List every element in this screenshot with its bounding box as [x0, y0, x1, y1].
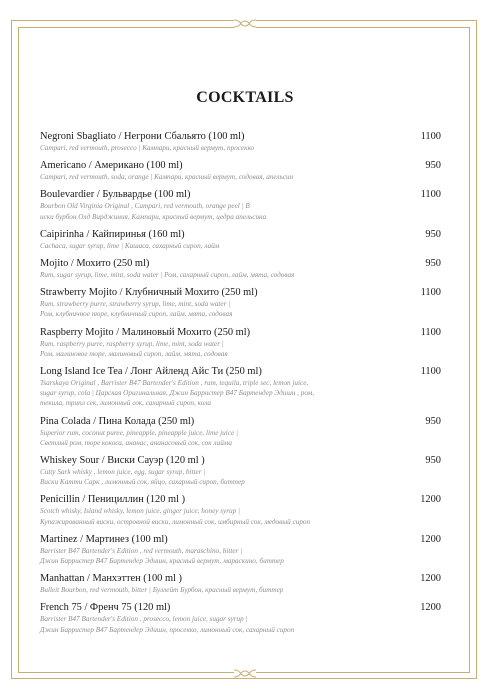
item-name: Boulevardier / Бульвардье (100 ml) — [40, 189, 191, 201]
item-price: 950 — [425, 455, 441, 467]
item-description-line: Barrister B47 Bartender's Edition , red vermouth, maraschino, bitter | — [40, 546, 243, 555]
menu-item — [40, 287, 441, 319]
item-description-line: Джин Барристер B47 Бартендер Эдишн, красный вермут, мараскино, биттер — [40, 557, 284, 566]
menu-item — [40, 415, 441, 448]
item-name: Negroni Sbagliato / Негрони Сбальято (100 ml) — [40, 131, 245, 142]
menu-item — [40, 494, 441, 526]
item-price: 1100 — [420, 131, 441, 142]
item-description-line: иски бурбон Олд Вирджиния, Кампари, красный вермут, цедра апельсина — [40, 212, 267, 221]
item-description-line: Scotch whisky, Island whisky, lemon juice, ginger juice, honey syrup | — [40, 507, 240, 516]
menu-item — [40, 533, 441, 566]
item-description-line: Купажированный виски, островной виски, лимонный сок, имбирный сок, медовый сироп — [40, 517, 311, 526]
item-description-line: Bulleit Bourbon, red vermouth, bitter | Буллейт Бурбон, красный вермут, биттер — [40, 586, 284, 595]
item-name: Long Island Ice Tea / Лонг Айленд Айс Ти (250 ml) — [40, 366, 262, 378]
item-name: Martinez / Мартинез (100 ml) — [40, 533, 168, 545]
item-price: 1200 — [420, 573, 441, 585]
menu-item — [40, 602, 441, 634]
item-name: Raspberry Mojito / Малиновый Мохито (250 ml) — [40, 326, 251, 338]
item-description-line: Bourbon Old Virginia Original , Campari, red vermouth, orange peel | B — [40, 202, 250, 211]
menu-item — [40, 160, 441, 182]
item-price: 950 — [425, 160, 441, 172]
frame-ornament-top — [234, 18, 256, 28]
item-price: 1100 — [420, 326, 441, 338]
item-description-line: Виски Катти Сарк , лимонный сок, яйцо, сахарный сироп, биттер — [40, 478, 245, 487]
item-price: 1100 — [420, 189, 441, 201]
item-price: 1200 — [420, 533, 441, 545]
item-description-line: Джин Барристер B47 Бартендер Эдишн, просекко, лимонный сок, сахарный сироп — [40, 625, 295, 634]
item-name: Strawberry Mojito / Клубничный Мохито (250 ml) — [40, 287, 258, 299]
item-name: Pina Colada / Пина Колада (250 ml) — [40, 415, 195, 427]
item-name: Penicillin / Пенициллин (120 ml ) — [40, 494, 186, 506]
item-description-line: Rum, strawberry purre, strawberry syrup, lime, mint, soda water | — [40, 300, 231, 309]
item-price: 1100 — [420, 287, 441, 299]
item-price: 950 — [425, 228, 441, 240]
item-price: 1200 — [420, 494, 441, 506]
item-name: French 75 / Френч 75 (120 ml) — [40, 602, 171, 614]
item-description-line: Rum, raspberry purre, raspberry syrup, lime, mint, soda water | — [40, 339, 224, 348]
item-description-line: Ром, малиновое пюре, малиновый сироп, лайм, мята, содовая — [40, 349, 228, 358]
item-description-line: Campari, red vermouth, prosecco | Кампари, красный вермут, просекко — [40, 144, 255, 152]
menu-item — [40, 455, 441, 487]
item-price: 950 — [425, 415, 441, 427]
item-name: Manhattan / Манхэттен (100 ml ) — [40, 573, 182, 585]
item-description-line: Barrister B47 Bartender's Edition , prosecco, lemon juice, sugar syrup | — [40, 615, 248, 624]
item-description-line: Cachaca, sugar syrup, lime | Кашаса, сахарный сироп, лайм — [40, 241, 220, 250]
item-description-line: текила, трипл сек, лимонный сок, сахарный сироп, кола — [40, 399, 211, 408]
menu-item — [40, 258, 441, 280]
item-description-line: Светлый ром, пюре кокоса, ананас, ананасовый сок, сок лайма — [40, 438, 232, 447]
item-price: 1200 — [420, 602, 441, 614]
menu-item — [40, 131, 441, 153]
item-name: Caipirinha / Кайпиринья (160 ml) — [40, 228, 185, 240]
item-price: 1100 — [420, 366, 441, 378]
item-name: Whiskey Sour / Виски Сауэр (120 ml ) — [40, 455, 205, 467]
item-description-line: Tsarskaya Original , Barrister B47 Bartender's Edition , rum, tequila, triple sec, lemon juice, — [40, 379, 309, 388]
item-name: Americano / Американо (100 ml) — [40, 160, 183, 172]
item-description-line: Ром, клубничное пюре, клубничный сироп, лайм, мята, содовая — [40, 310, 233, 319]
menu-item — [40, 326, 441, 359]
item-name: Mojito / Мохито (250 ml) — [40, 258, 150, 270]
menu-item — [40, 189, 441, 221]
item-description-line: Superior rum, coconut puree, pineapple, pineapple juice, lime juice | — [40, 428, 238, 437]
item-description-line: sugar syrup, cola | Царская Оригинальная, Джин Барристер B47 Бартендер Эдишн , ром, — [40, 389, 315, 398]
menu-item — [40, 573, 441, 595]
menu-item — [40, 228, 441, 251]
frame-ornament-bottom — [234, 668, 256, 678]
cocktail-menu-list — [40, 131, 441, 635]
item-description-line: Rum, sugar syrup, lime, mint, soda water | Ром, сахарный сироп, лайм, мята, содовая — [40, 271, 295, 280]
item-description-line: Cutty Sark whisky , lemon juice, egg, sugar syrup, bitter | — [40, 468, 206, 477]
item-description-line: Campari, red vermouth, soda, orange | Кампари, красный вермут, содовая, апельсин — [40, 173, 294, 182]
item-price: 950 — [425, 258, 441, 270]
page-title: COCKTAILS — [196, 89, 294, 106]
menu-item — [40, 366, 441, 409]
